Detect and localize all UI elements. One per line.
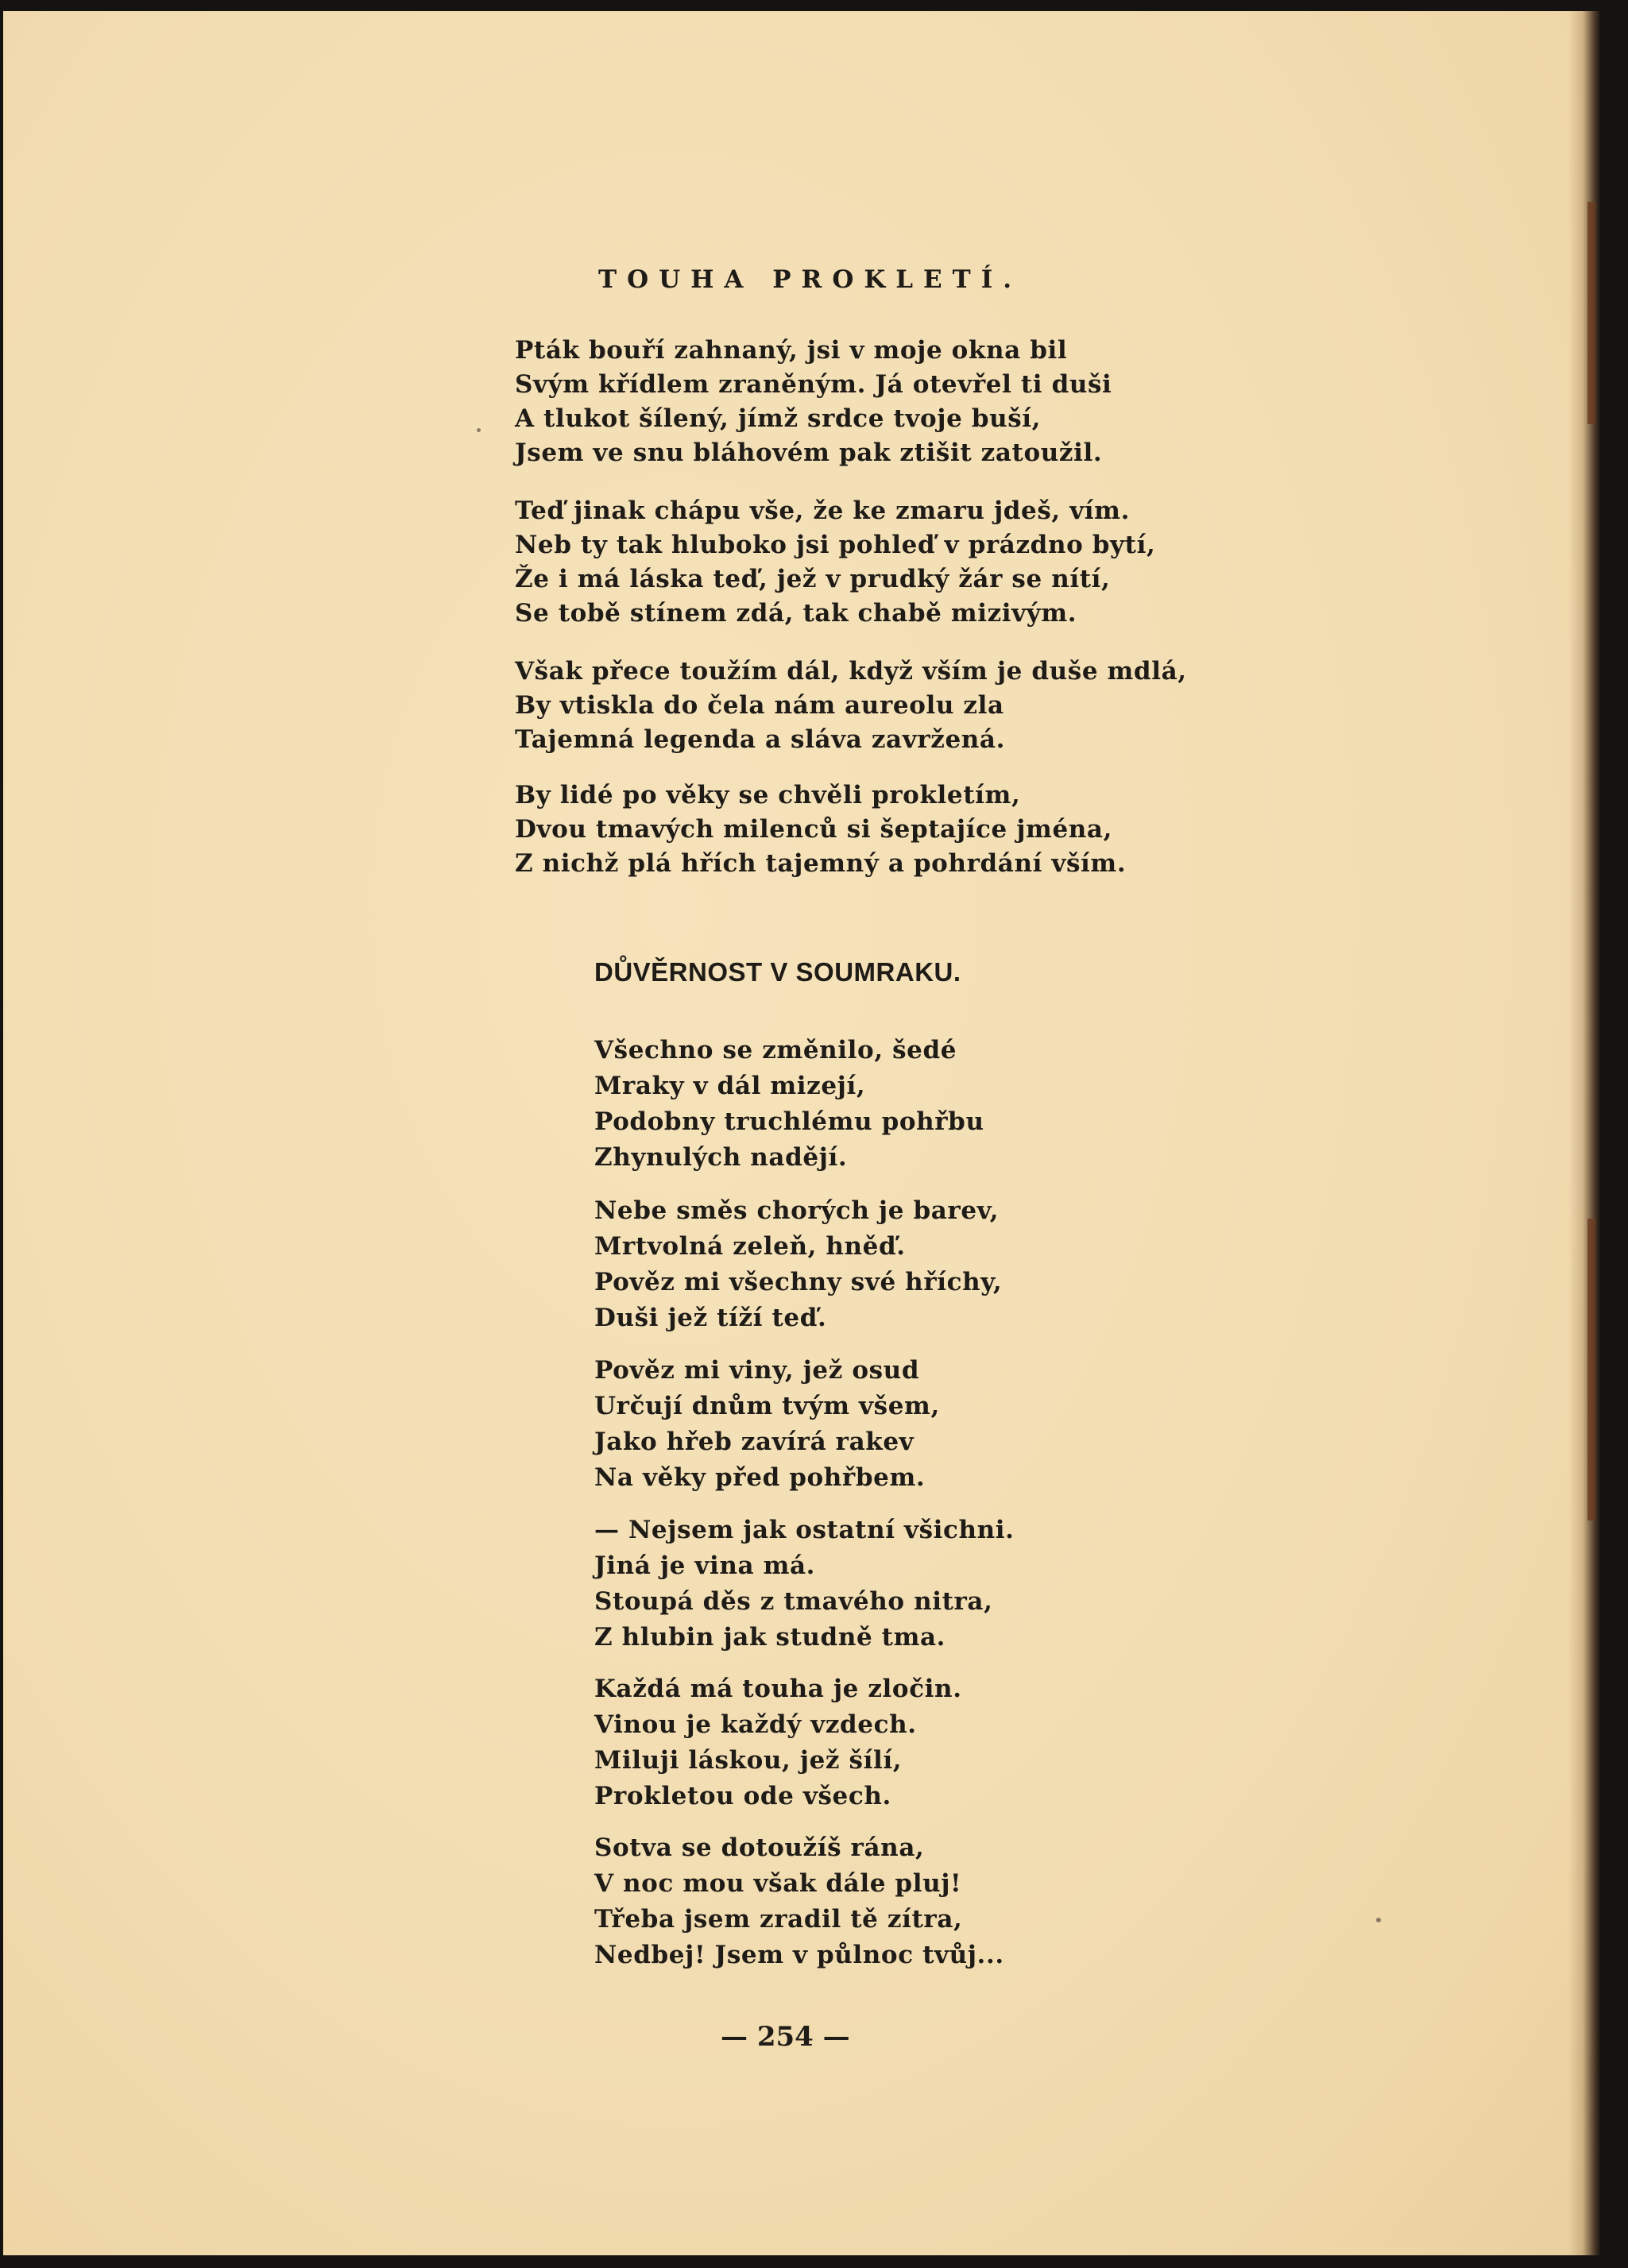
verse-line: Stoupá děs z tmavého nitra,	[594, 1587, 993, 1616]
verse-line: Každá má touha je zločin.	[594, 1675, 962, 1703]
stanza	[594, 1513, 1015, 1656]
verse-line: Že i má láska teď, jež v prudký žár se nítí,	[515, 565, 1111, 593]
verse-line: Pověz mi viny, jež osud	[594, 1356, 920, 1385]
verse-line: Dvou tmavých milenců si šeptajíce jména,	[515, 815, 1112, 844]
verse-line: Teď jinak chápu vše, že ke zmaru jdeš, vím.	[515, 496, 1130, 525]
verse-line: Tajemná legenda a sláva zavržená.	[515, 725, 1006, 754]
verse-line: Duši jež tíží teď.	[594, 1304, 827, 1332]
stanza	[515, 779, 1126, 881]
verse-line: Jsem ve snu bláhovém pak ztišit zatoužil.	[515, 439, 1103, 467]
page-number: — 254 —	[721, 2021, 850, 2053]
verse-line: Nebe směs chorých je barev,	[594, 1196, 1000, 1225]
verse-line: Jako hřeb zavírá rakev	[594, 1428, 915, 1456]
verse-line: Sotva se dotoužíš rána,	[594, 1833, 925, 1862]
verse-line: Však přece toužím dál, když vším je duše mdlá,	[515, 657, 1187, 686]
spine-mark	[1587, 202, 1595, 424]
verse-line: Z nichž plá hřích tajemný a pohrdání vším.	[515, 849, 1127, 878]
stanza	[594, 1353, 940, 1496]
stanza	[515, 494, 1155, 631]
ink-speck	[477, 428, 481, 432]
verse-line: Zhynulých nadějí.	[594, 1143, 848, 1172]
ink-speck	[1376, 1918, 1381, 1922]
verse-line: Nedbej! Jsem v půlnoc tvůj...	[594, 1941, 1004, 1969]
stanza	[594, 1193, 1002, 1336]
book-spine-shadow	[1568, 11, 1600, 2255]
verse-line: Pověz mi všechny své hříchy,	[594, 1268, 1003, 1296]
stanza	[594, 1830, 1004, 1973]
verse-line: Určují dnům tvým všem,	[594, 1392, 940, 1420]
spine-mark	[1587, 1219, 1595, 1520]
verse-line: Se tobě stínem zdá, tak chabě mizivým.	[515, 599, 1077, 628]
verse-line: By vtiskla do čela nám aureolu zla	[515, 691, 1004, 720]
stanza	[594, 1671, 962, 1814]
verse-line: Všechno se změnilo, šedé	[594, 1036, 957, 1064]
verse-line: Na věky před pohřbem.	[594, 1463, 926, 1492]
verse-line: Neb ty tak hluboko jsi pohleď v prázdno bytí,	[515, 531, 1156, 559]
verse-line: Mrtvolná zeleň, hněď.	[594, 1232, 906, 1261]
stanza	[515, 334, 1112, 470]
stanza	[515, 655, 1187, 757]
verse-line: Mraky v dál mizejí,	[594, 1072, 866, 1100]
poem-title: TOUHA PROKLETÍ.	[598, 265, 1023, 294]
poem-title: DŮVĚRNOST V SOUMRAKU.	[594, 957, 961, 987]
verse-line: Miluji láskou, jež šílí,	[594, 1746, 903, 1775]
verse-line: A tlukot šílený, jímž srdce tvoje buší,	[515, 404, 1042, 433]
verse-line: Vinou je každý vzdech.	[594, 1710, 917, 1739]
verse-line: Pták bouří zahnaný, jsi v moje okna bil	[515, 336, 1068, 365]
verse-line: Podobny truchlému pohřbu	[594, 1107, 984, 1136]
verse-line: Jiná je vina má.	[594, 1551, 816, 1580]
verse-line: — Nejsem jak ostatní všichni.	[594, 1516, 1015, 1544]
verse-line: Prokletou ode všech.	[594, 1782, 891, 1810]
verse-line: V noc mou však dále pluj!	[594, 1869, 962, 1898]
verse-line: By lidé po věky se chvěli prokletím,	[515, 781, 1021, 809]
verse-line: Svým křídlem zraněným. Já otevřel ti duši	[515, 370, 1112, 399]
stanza	[594, 1033, 984, 1176]
verse-line: Z hlubin jak studně tma.	[594, 1623, 946, 1652]
verse-line: Třeba jsem zradil tě zítra,	[594, 1905, 963, 1934]
